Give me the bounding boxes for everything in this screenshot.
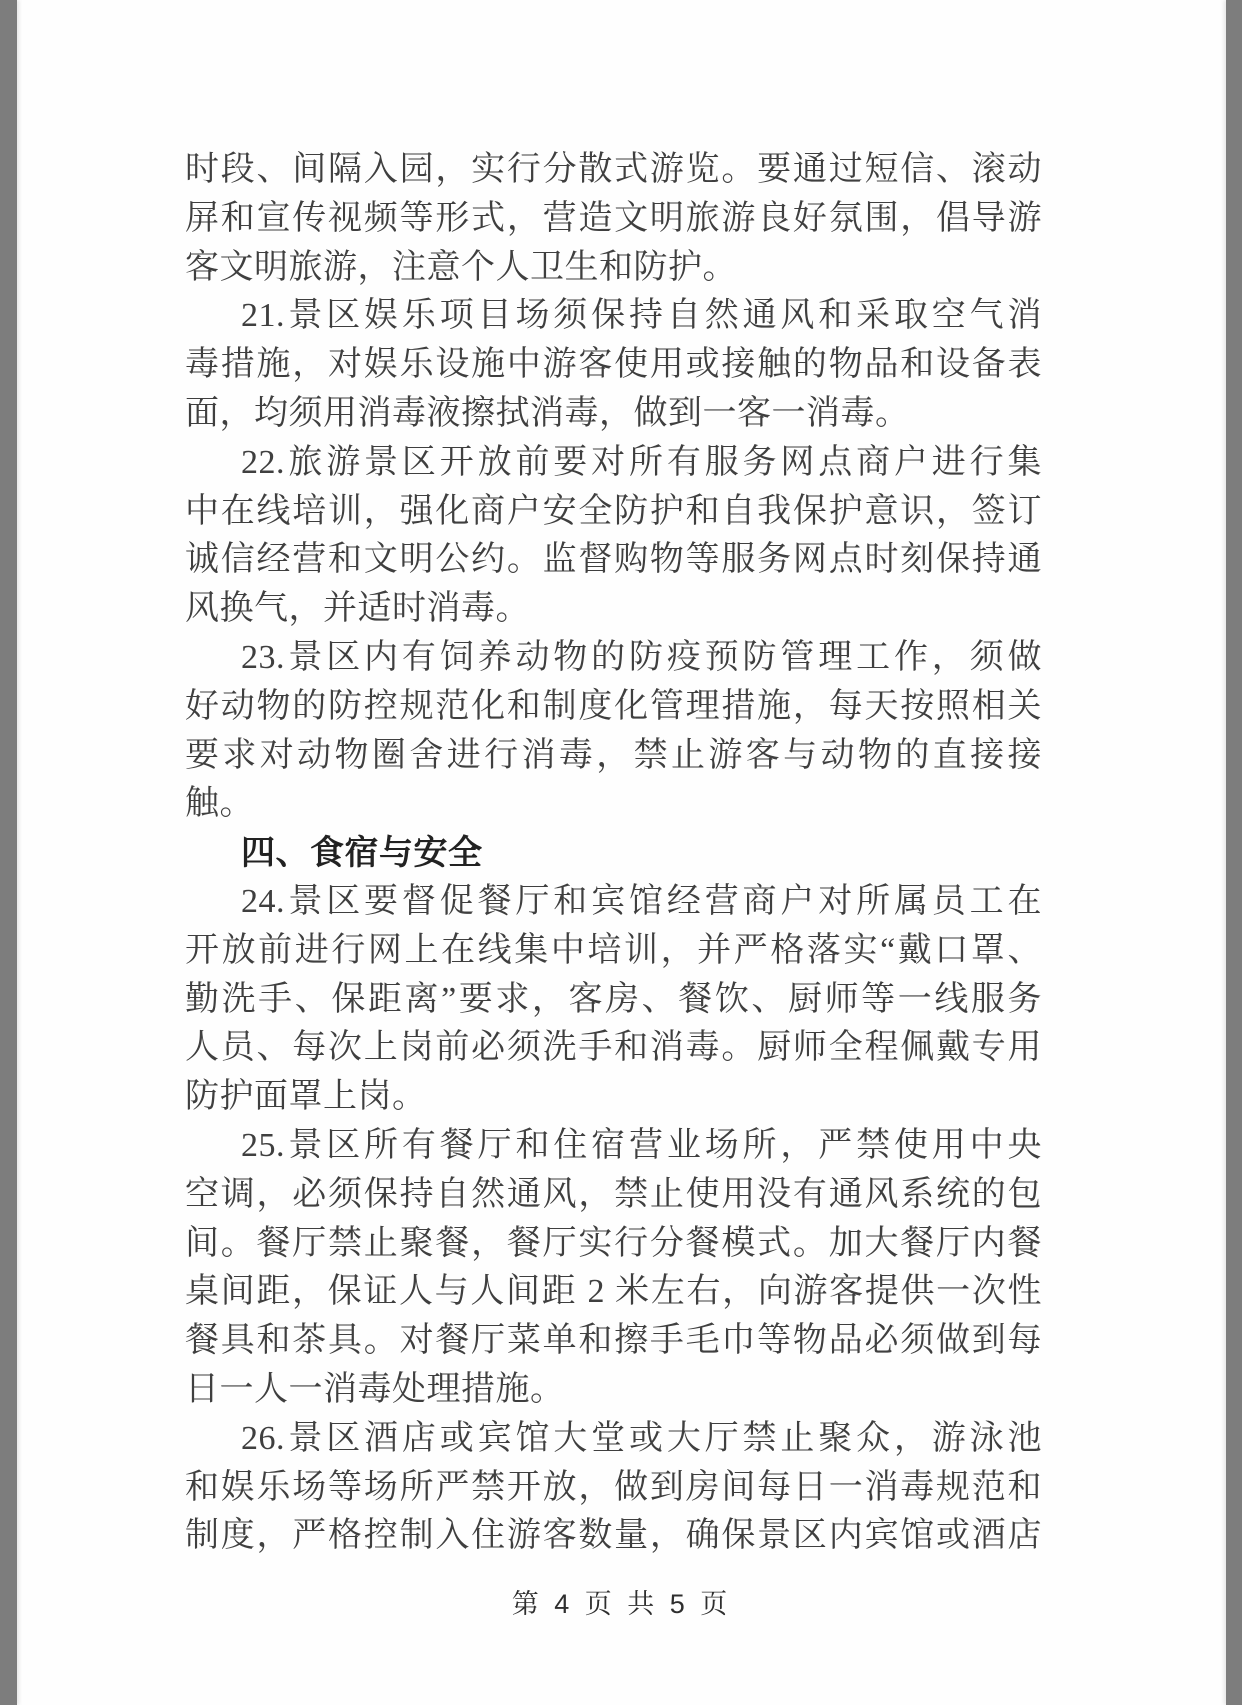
text-line: 人员、每次上岗前必须洗手和消毒。厨师全程佩戴专用 bbox=[185, 1029, 1042, 1067]
text-line: 时段、间隔入园，实行分散式游览。要通过短信、滚动 bbox=[185, 151, 1042, 188]
document-text bbox=[185, 146, 1042, 1561]
text-line: 空调，必须保持自然通风，禁止使用没有通风系统的包 bbox=[185, 1175, 1042, 1213]
page-footer: 第 4 页 共 5 页 bbox=[511, 1589, 732, 1619]
text-line: 21.景区娱乐项目场须保持自然通风和采取空气消 bbox=[241, 297, 1042, 335]
text-line: 面，均须用消毒液擦拭消毒，做到一客一消毒。 bbox=[185, 394, 910, 432]
text-line: 触。 bbox=[185, 785, 254, 823]
text-line: 间。餐厅禁止聚餐，餐厅实行分餐模式。加大餐厅内餐 bbox=[185, 1224, 1042, 1262]
text-line: 毒措施，对娱乐设施中游客使用或接触的物品和设备表 bbox=[185, 346, 1042, 384]
text-line: 桌间距，保证人与人间距 2 米左右，向游客提供一次性 bbox=[185, 1273, 1042, 1311]
text-line: 勤洗手、保距离”要求，客房、餐饮、厨师等一线服务 bbox=[185, 980, 1042, 1018]
text-line: 26.景区酒店或宾馆大堂或大厅禁止聚众，游泳池 bbox=[241, 1419, 1042, 1457]
right-edge-bar bbox=[1226, 0, 1242, 1705]
text-line: 诚信经营和文明公约。监督购物等服务网点时刻保持通 bbox=[185, 541, 1042, 579]
text-line: 好动物的防控规范化和制度化管理措施，每天按照相关 bbox=[185, 687, 1042, 725]
text-line: 开放前进行网上在线集中培训，并严格落实“戴口罩、 bbox=[185, 931, 1042, 969]
text-line: 24.景区要督促餐厅和宾馆经营商户对所属员工在 bbox=[241, 882, 1042, 920]
text-line: 客文明旅游，注意个人卫生和防护。 bbox=[185, 248, 737, 286]
left-edge-bar bbox=[0, 0, 17, 1705]
text-line: 23.景区内有饲养动物的防疫预防管理工作，须做 bbox=[241, 638, 1042, 676]
text-line: 防护面罩上岗。 bbox=[185, 1078, 427, 1116]
text-line: 日一人一消毒处理措施。 bbox=[185, 1370, 565, 1408]
text-line: 餐具和茶具。对餐厅菜单和擦手毛巾等物品必须做到每 bbox=[185, 1322, 1042, 1360]
text-line: 要求对动物圈舍进行消毒，禁止游客与动物的直接接 bbox=[185, 736, 1042, 774]
text-line: 风换气，并适时消毒。 bbox=[185, 590, 530, 628]
text-line: 中在线培训，强化商户安全防护和自我保护意识，签订 bbox=[185, 492, 1042, 530]
text-line: 25.景区所有餐厅和住宿营业场所，严禁使用中央 bbox=[241, 1126, 1042, 1164]
document-page bbox=[17, 0, 1226, 1705]
section-heading: 四、食宿与安全 bbox=[241, 834, 483, 873]
text-line: 制度，严格控制入住游客数量，确保景区内宾馆或酒店 bbox=[185, 1517, 1042, 1555]
text-line: 22.旅游景区开放前要对所有服务网点商户进行集 bbox=[241, 443, 1042, 481]
text-line: 屏和宣传视频等形式，营造文明旅游良好氛围，倡导游 bbox=[185, 199, 1042, 237]
text-line: 和娱乐场等场所严禁开放，做到房间每日一消毒规范和 bbox=[185, 1468, 1042, 1506]
